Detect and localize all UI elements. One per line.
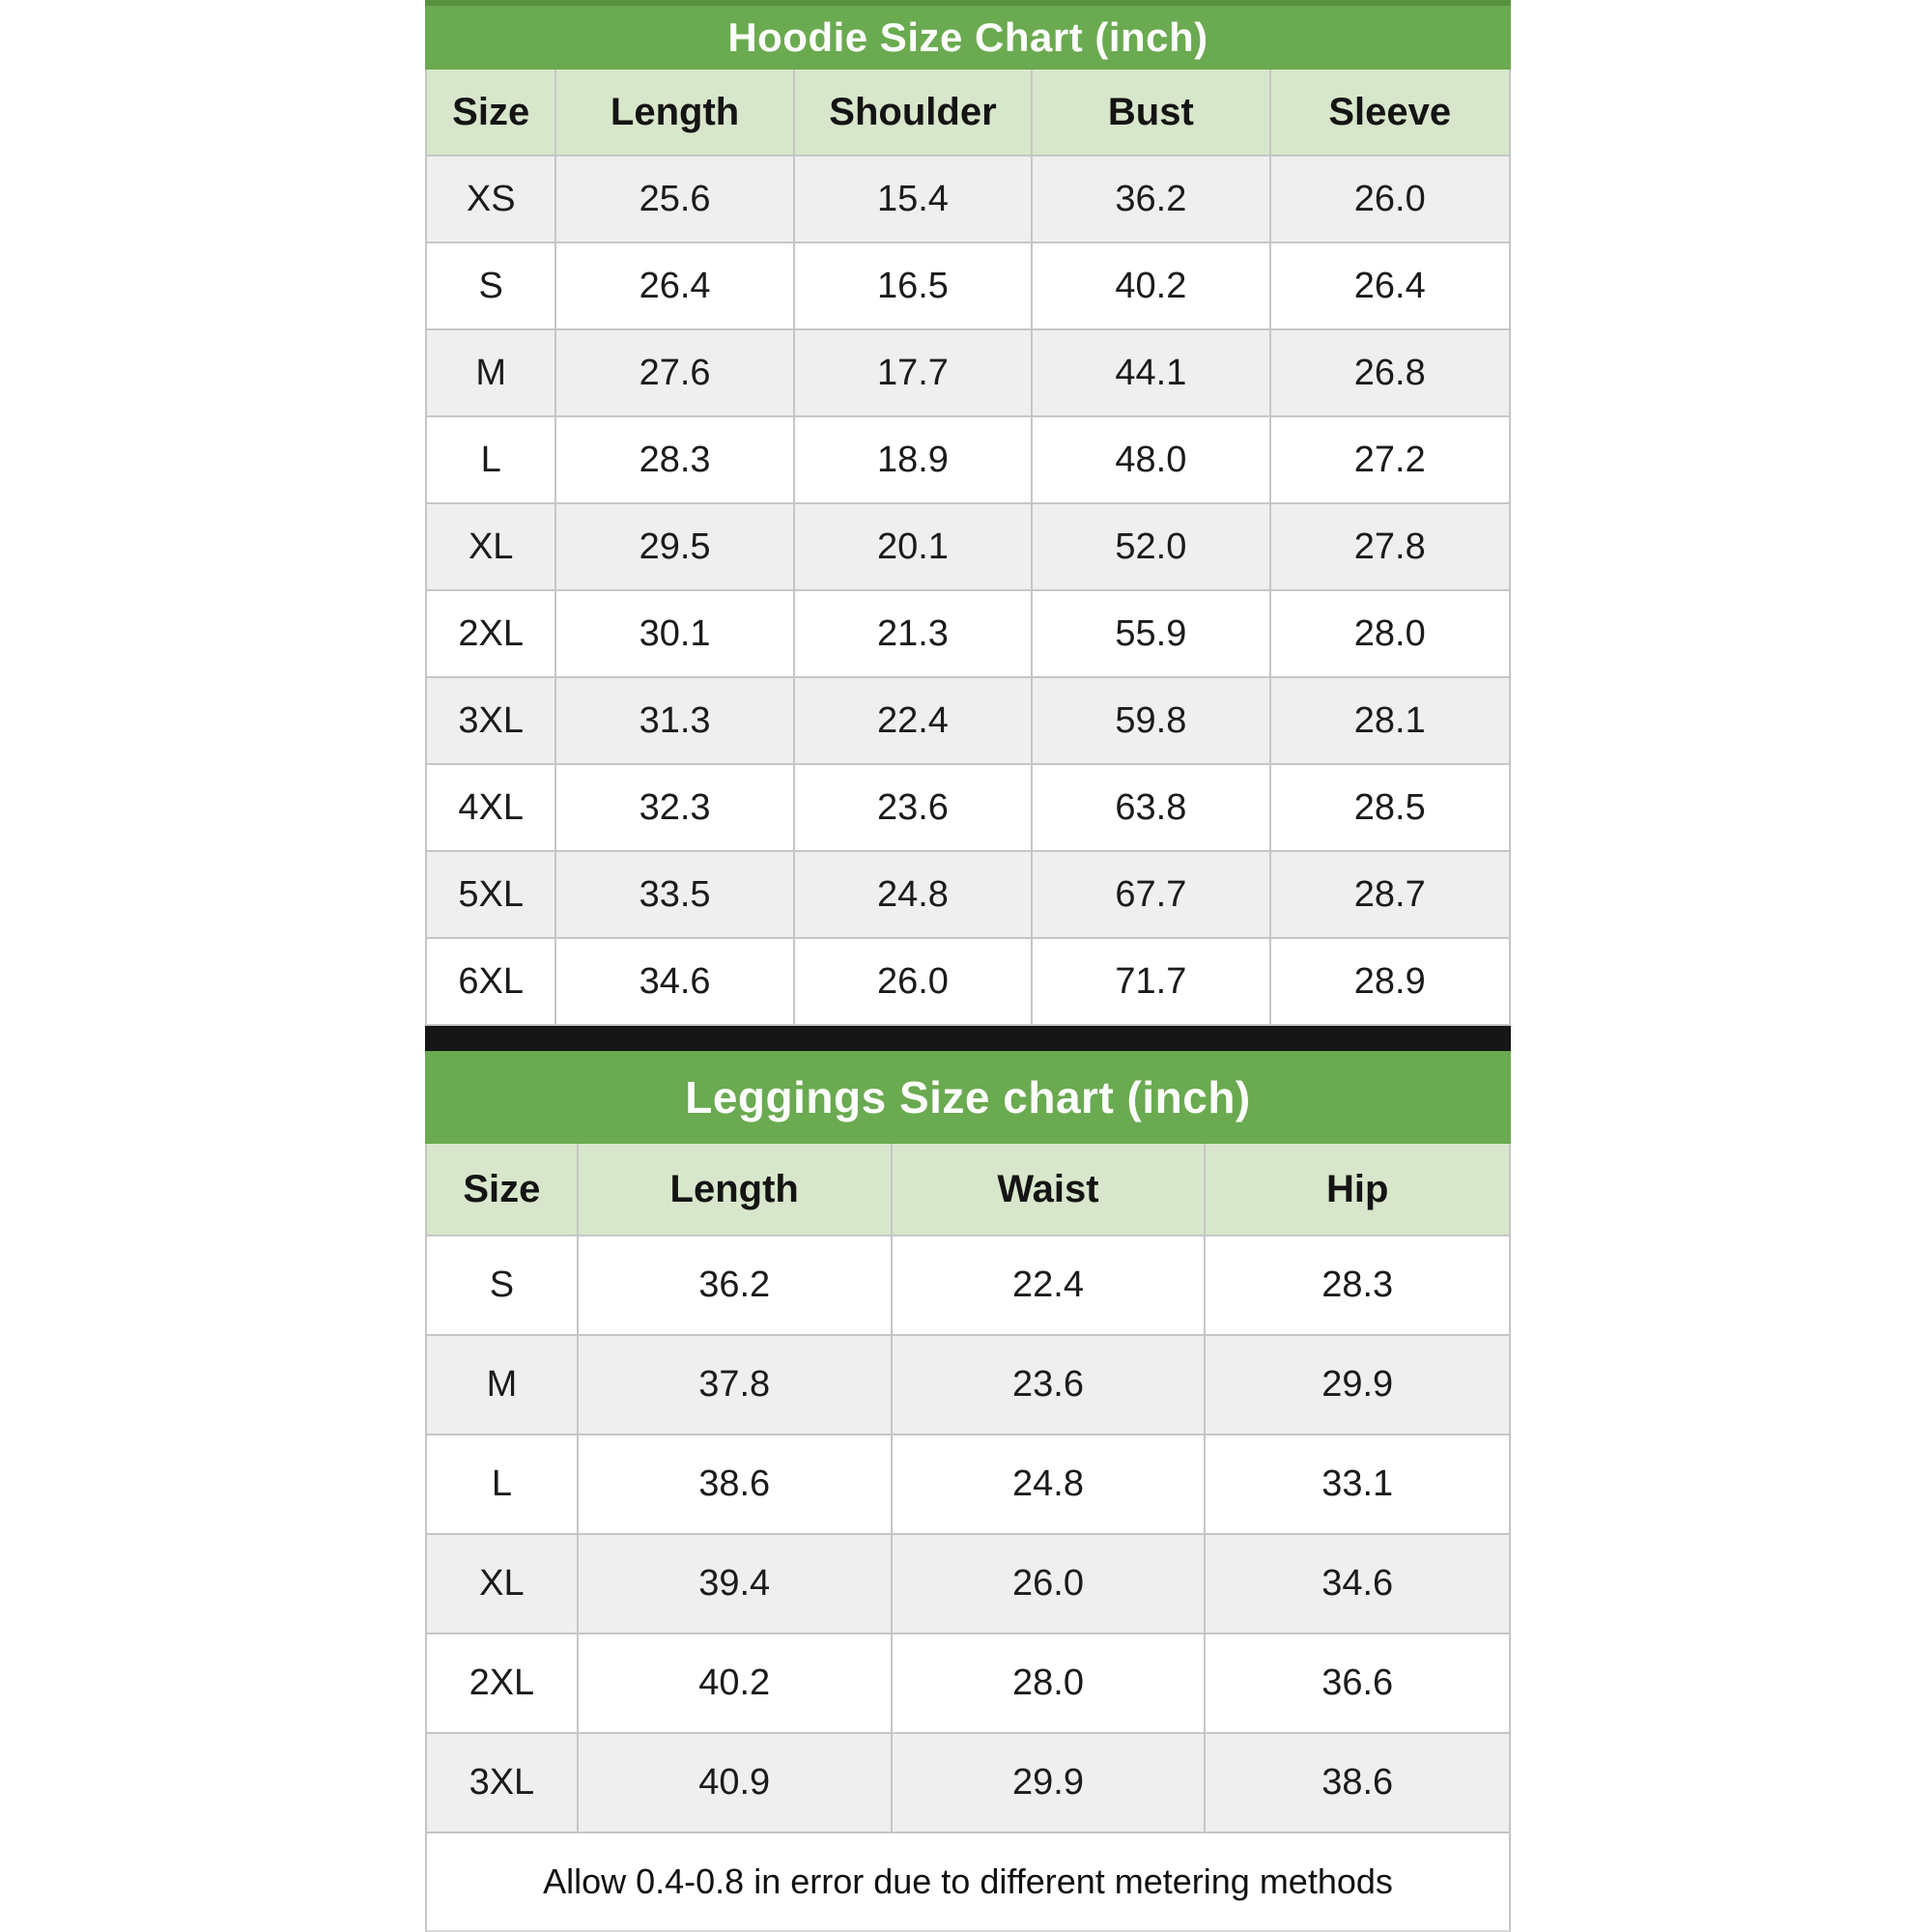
leggings-table-body (425, 1236, 1511, 1833)
table-cell: XS (427, 156, 556, 242)
table-cell: XL (427, 1535, 579, 1633)
table-cell: 27.6 (556, 330, 794, 415)
table-cell: 29.9 (1206, 1336, 1509, 1434)
leggings-table-title: Leggings Size chart (inch) (425, 1051, 1511, 1144)
table-cell: 26.8 (1271, 330, 1509, 415)
table-row (425, 1236, 1511, 1336)
table-cell: 26.4 (1271, 243, 1509, 328)
hoodie-header-row (425, 70, 1511, 156)
table-cell: 6XL (427, 939, 556, 1024)
column-header-length: Length (579, 1144, 893, 1235)
table-cell: 48.0 (1033, 417, 1270, 502)
table-cell: 33.5 (556, 852, 794, 937)
table-cell: 21.3 (795, 591, 1033, 676)
table-cell: 29.9 (893, 1734, 1207, 1832)
table-cell: 24.8 (795, 852, 1033, 937)
column-header-bust: Bust (1033, 70, 1270, 155)
table-cell: 34.6 (556, 939, 794, 1024)
column-header-sleeve: Sleeve (1271, 70, 1509, 155)
table-cell: 26.0 (795, 939, 1033, 1024)
table-cell: 22.4 (795, 678, 1033, 763)
table-cell: 55.9 (1033, 591, 1270, 676)
table-cell: 59.8 (1033, 678, 1270, 763)
table-cell: S (427, 243, 556, 328)
table-row (425, 330, 1511, 417)
table-cell: M (427, 1336, 579, 1434)
table-cell: 15.4 (795, 156, 1033, 242)
table-cell: S (427, 1236, 579, 1334)
size-chart (425, 0, 1511, 1932)
table-cell: 52.0 (1033, 504, 1270, 589)
hoodie-table-body (425, 156, 1511, 1026)
table-cell: 34.6 (1206, 1535, 1509, 1633)
column-header-size: Size (427, 70, 556, 155)
table-cell: 26.0 (1271, 156, 1509, 242)
table-row (425, 1336, 1511, 1435)
table-cell: 36.6 (1206, 1634, 1509, 1732)
hoodie-table-title: Hoodie Size Chart (inch) (425, 0, 1511, 70)
table-cell: 18.9 (795, 417, 1033, 502)
table-cell: 24.8 (893, 1435, 1207, 1533)
table-row (425, 1734, 1511, 1833)
table-cell: 28.3 (1206, 1236, 1509, 1334)
table-cell: L (427, 417, 556, 502)
table-cell: 22.4 (893, 1236, 1207, 1334)
table-cell: 71.7 (1033, 939, 1270, 1024)
table-cell: 28.0 (893, 1634, 1207, 1732)
table-cell: 31.3 (556, 678, 794, 763)
table-cell: 2XL (427, 591, 556, 676)
table-row (425, 765, 1511, 852)
table-cell: XL (427, 504, 556, 589)
table-cell: 27.8 (1271, 504, 1509, 589)
table-cell: 5XL (427, 852, 556, 937)
table-row (425, 156, 1511, 243)
table-cell: 28.0 (1271, 591, 1509, 676)
table-row (425, 1535, 1511, 1634)
table-cell: 2XL (427, 1634, 579, 1732)
table-cell: 36.2 (1033, 156, 1270, 242)
table-cell: 23.6 (893, 1336, 1207, 1434)
column-header-size: Size (427, 1144, 579, 1235)
table-cell: 3XL (427, 678, 556, 763)
table-cell: 28.5 (1271, 765, 1509, 850)
table-row (425, 591, 1511, 678)
table-cell: 28.1 (1271, 678, 1509, 763)
table-cell: 23.6 (795, 765, 1033, 850)
table-cell: 37.8 (579, 1336, 893, 1434)
table-cell: 38.6 (1206, 1734, 1509, 1832)
table-cell: 63.8 (1033, 765, 1270, 850)
table-row (425, 852, 1511, 939)
table-row (425, 243, 1511, 330)
hoodie-table (425, 0, 1511, 1026)
table-cell: 40.9 (579, 1734, 893, 1832)
column-header-waist: Waist (893, 1144, 1207, 1235)
footer-note: Allow 0.4-0.8 in error due to different metering methods (425, 1833, 1511, 1932)
table-cell: 28.3 (556, 417, 794, 502)
column-header-shoulder: Shoulder (795, 70, 1033, 155)
table-row (425, 1634, 1511, 1734)
table-cell: 28.7 (1271, 852, 1509, 937)
table-cell: 28.9 (1271, 939, 1509, 1024)
table-cell: M (427, 330, 556, 415)
table-cell: 4XL (427, 765, 556, 850)
table-cell: 30.1 (556, 591, 794, 676)
table-cell: 20.1 (795, 504, 1033, 589)
table-cell: 40.2 (1033, 243, 1270, 328)
table-cell: 29.5 (556, 504, 794, 589)
table-cell: 27.2 (1271, 417, 1509, 502)
table-cell: 40.2 (579, 1634, 893, 1732)
divider-bar (425, 1026, 1511, 1051)
table-cell: 17.7 (795, 330, 1033, 415)
table-row (425, 504, 1511, 591)
table-cell: 33.1 (1206, 1435, 1509, 1533)
table-cell: 26.4 (556, 243, 794, 328)
table-row (425, 417, 1511, 504)
table-cell: 32.3 (556, 765, 794, 850)
leggings-table (425, 1051, 1511, 1833)
table-cell: 36.2 (579, 1236, 893, 1334)
table-cell: 16.5 (795, 243, 1033, 328)
column-header-hip: Hip (1206, 1144, 1509, 1235)
table-cell: 38.6 (579, 1435, 893, 1533)
table-row (425, 939, 1511, 1026)
table-row (425, 1435, 1511, 1535)
table-cell: 3XL (427, 1734, 579, 1832)
leggings-header-row (425, 1144, 1511, 1236)
table-cell: 44.1 (1033, 330, 1270, 415)
table-cell: 39.4 (579, 1535, 893, 1633)
table-cell: 67.7 (1033, 852, 1270, 937)
table-row (425, 678, 1511, 765)
table-cell: 25.6 (556, 156, 794, 242)
table-cell: 26.0 (893, 1535, 1207, 1633)
column-header-length: Length (556, 70, 794, 155)
table-cell: L (427, 1435, 579, 1533)
